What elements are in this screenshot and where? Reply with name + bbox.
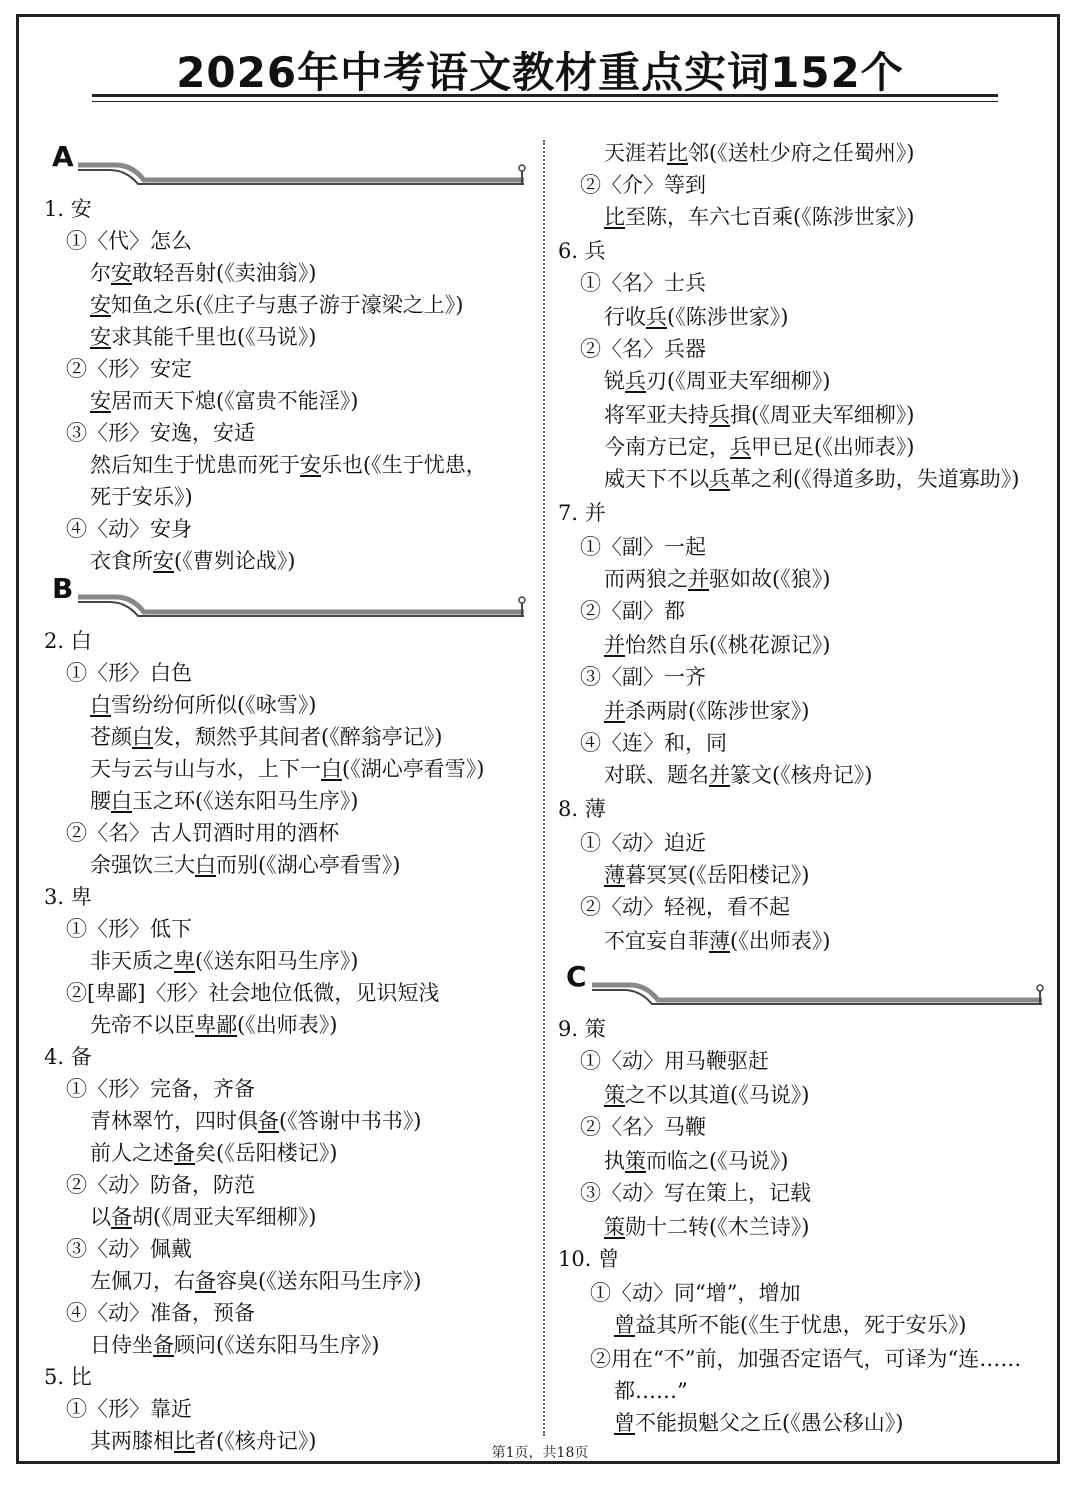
sense-line: ②〈名〉马鞭: [580, 1115, 706, 1139]
example-line: 青林翠竹，四时俱备(《答谢中书书》): [90, 1109, 422, 1133]
sense-line: ①〈副〉一起: [580, 535, 706, 559]
section-b-swoosh: [44, 592, 530, 622]
entry-heading-an: 1. 安: [44, 197, 92, 221]
entry-heading-bing2: 7. 并: [558, 501, 606, 525]
example-line: 而两狼之并驱如故(《狼》): [604, 567, 831, 591]
example-line: 然后知生于忧患而死于安乐也(《生于忧患，: [90, 453, 487, 477]
example-line: 威天下不以兵革之利(《得道多助，失道寡助》): [604, 467, 1020, 491]
entry-heading-bo: 8. 薄: [558, 797, 606, 821]
example-line: 左佩刀，右备容臭(《送东阳马生序》): [90, 1269, 422, 1293]
section-a-swoosh: [44, 160, 530, 190]
title-rule: [92, 94, 998, 97]
example-line: 对联、题名并篆文(《核舟记》): [604, 763, 873, 787]
sense-line: ③〈动〉佩戴: [66, 1237, 192, 1261]
example-line: 余强饮三大白而别(《湖心亭看雪》): [90, 853, 401, 877]
example-line: 非天质之卑(《送东阳马生序》): [90, 949, 359, 973]
sense-line: ②〈介〉等到: [580, 173, 706, 197]
example-line: 天与云与山与水，上下一白(《湖心亭看雪》): [90, 757, 485, 781]
example-line: 不宜妄自菲薄(《出师表》): [604, 929, 831, 953]
example-line: 安求其能千里也(《马说》): [90, 325, 317, 349]
sense-line: ③〈形〉安逸，安适: [66, 421, 255, 445]
example-line: 今南方已定，兵甲已足(《出师表》): [604, 435, 915, 459]
example-line: 将军亚夫持兵揖(《周亚夫军细柳》): [604, 403, 915, 427]
entry-heading-ce: 9. 策: [558, 1017, 606, 1041]
page-number: 第1页，共18页: [491, 1445, 589, 1461]
example-line: 白雪纷纷何所似(《咏雪》): [90, 693, 317, 717]
example-line: 以备胡(《周亚夫军细柳》): [90, 1205, 317, 1229]
sense-line: ①〈形〉靠近: [66, 1397, 192, 1421]
entry-heading-bei2: 4. 备: [44, 1045, 92, 1069]
sense-line: ②〈名〉兵器: [580, 337, 706, 361]
sense-line: ①〈动〉迫近: [580, 831, 706, 855]
example-line: 曾益其所不能(《生于忧患，死于安乐》): [614, 1313, 967, 1337]
sense-line: ①〈形〉白色: [66, 661, 192, 685]
sense-line: ④〈连〉和，同: [580, 731, 727, 755]
example-line: 尔安敢轻吾射(《卖油翁》): [90, 261, 317, 285]
sense-line: ②[卑鄙]〈形〉社会地位低微，见识短浅: [66, 981, 440, 1005]
sense-line: ④〈动〉准备，预备: [66, 1301, 255, 1325]
sense-line-cont: 都……”: [614, 1379, 688, 1403]
example-line: 前人之述备矣(《岳阳楼记》): [90, 1141, 338, 1165]
example-line: 比至陈，车六七百乘(《陈涉世家》): [604, 205, 915, 229]
example-line: 并杀两尉(《陈涉世家》): [604, 699, 810, 723]
example-line: 衣食所安(《曹刿论战》): [90, 549, 296, 573]
sense-line: ②用在“不”前，加强否定语气，可译为“连……: [590, 1347, 1022, 1371]
example-line: 天涯若比邻(《送杜少府之任蜀州》): [604, 141, 915, 165]
page-title: 2026年中考语文教材重点实词152个: [176, 48, 904, 97]
sense-line: ③〈副〉一齐: [580, 665, 706, 689]
sense-line: ①〈名〉士兵: [580, 271, 706, 295]
sense-line: ②〈名〉古人罚酒时用的酒杯: [66, 821, 339, 845]
sense-line: ④〈动〉安身: [66, 517, 192, 541]
entry-heading-bei: 3. 卑: [44, 885, 92, 909]
entry-heading-bai: 2. 白: [44, 629, 92, 653]
example-line: 安居而天下熄(《富贵不能淫》): [90, 389, 359, 413]
sense-line: ②〈动〉防备，防范: [66, 1173, 255, 1197]
example-line: 日侍坐备顾问(《送东阳马生序》): [90, 1333, 380, 1357]
section-letter-b: B: [52, 572, 74, 605]
section-letter-a: A: [52, 140, 74, 173]
example-line: 先帝不以臣卑鄙(《出师表》): [90, 1013, 338, 1037]
sense-line: ②〈动〉轻视，看不起: [580, 895, 790, 919]
column-divider: [543, 140, 545, 1436]
example-line: 安知鱼之乐(《庄子与惠子游于濠梁之上》): [90, 293, 464, 317]
entry-heading-ceng: 10. 曾: [558, 1247, 620, 1271]
section-c-swoosh: [558, 980, 1048, 1010]
example-line: 执策而临之(《马说》): [604, 1149, 789, 1173]
sense-line: ①〈动〉用马鞭驱赶: [580, 1049, 769, 1073]
example-line: 策勋十二转(《木兰诗》): [604, 1215, 810, 1239]
entry-heading-bi: 5. 比: [44, 1365, 92, 1389]
example-line: 死于安乐》): [90, 485, 193, 509]
example-line: 薄暮冥冥(《岳阳楼记》): [604, 863, 810, 887]
sense-line: ①〈形〉完备，齐备: [66, 1077, 255, 1101]
example-line: 苍颜白发，颓然乎其间者(《醉翁亭记》): [90, 725, 443, 749]
example-line: 其两膝相比者(《核舟记》): [90, 1429, 317, 1453]
entry-heading-bing: 6. 兵: [558, 239, 606, 263]
example-line: 曾不能损魁父之丘(《愚公移山》): [614, 1411, 904, 1435]
example-line: 并怡然自乐(《桃花源记》): [604, 633, 831, 657]
example-line: 策之不以其道(《马说》): [604, 1083, 810, 1107]
sense-line: ①〈形〉低下: [66, 917, 192, 941]
sense-line: ①〈动〉同“增”，增加: [590, 1281, 801, 1305]
sense-line: ②〈副〉都: [580, 599, 685, 623]
sense-line: ②〈形〉安定: [66, 357, 192, 381]
section-letter-c: C: [566, 960, 587, 993]
example-line: 腰白玉之环(《送东阳马生序》): [90, 789, 359, 813]
title-rule-thin: [92, 101, 998, 102]
example-line: 锐兵刃(《周亚夫军细柳》): [604, 369, 831, 393]
sense-line: ③〈动〉写在策上，记载: [580, 1181, 811, 1205]
sense-line: ①〈代〉怎么: [66, 229, 192, 253]
example-line: 行收兵(《陈涉世家》): [604, 305, 789, 329]
